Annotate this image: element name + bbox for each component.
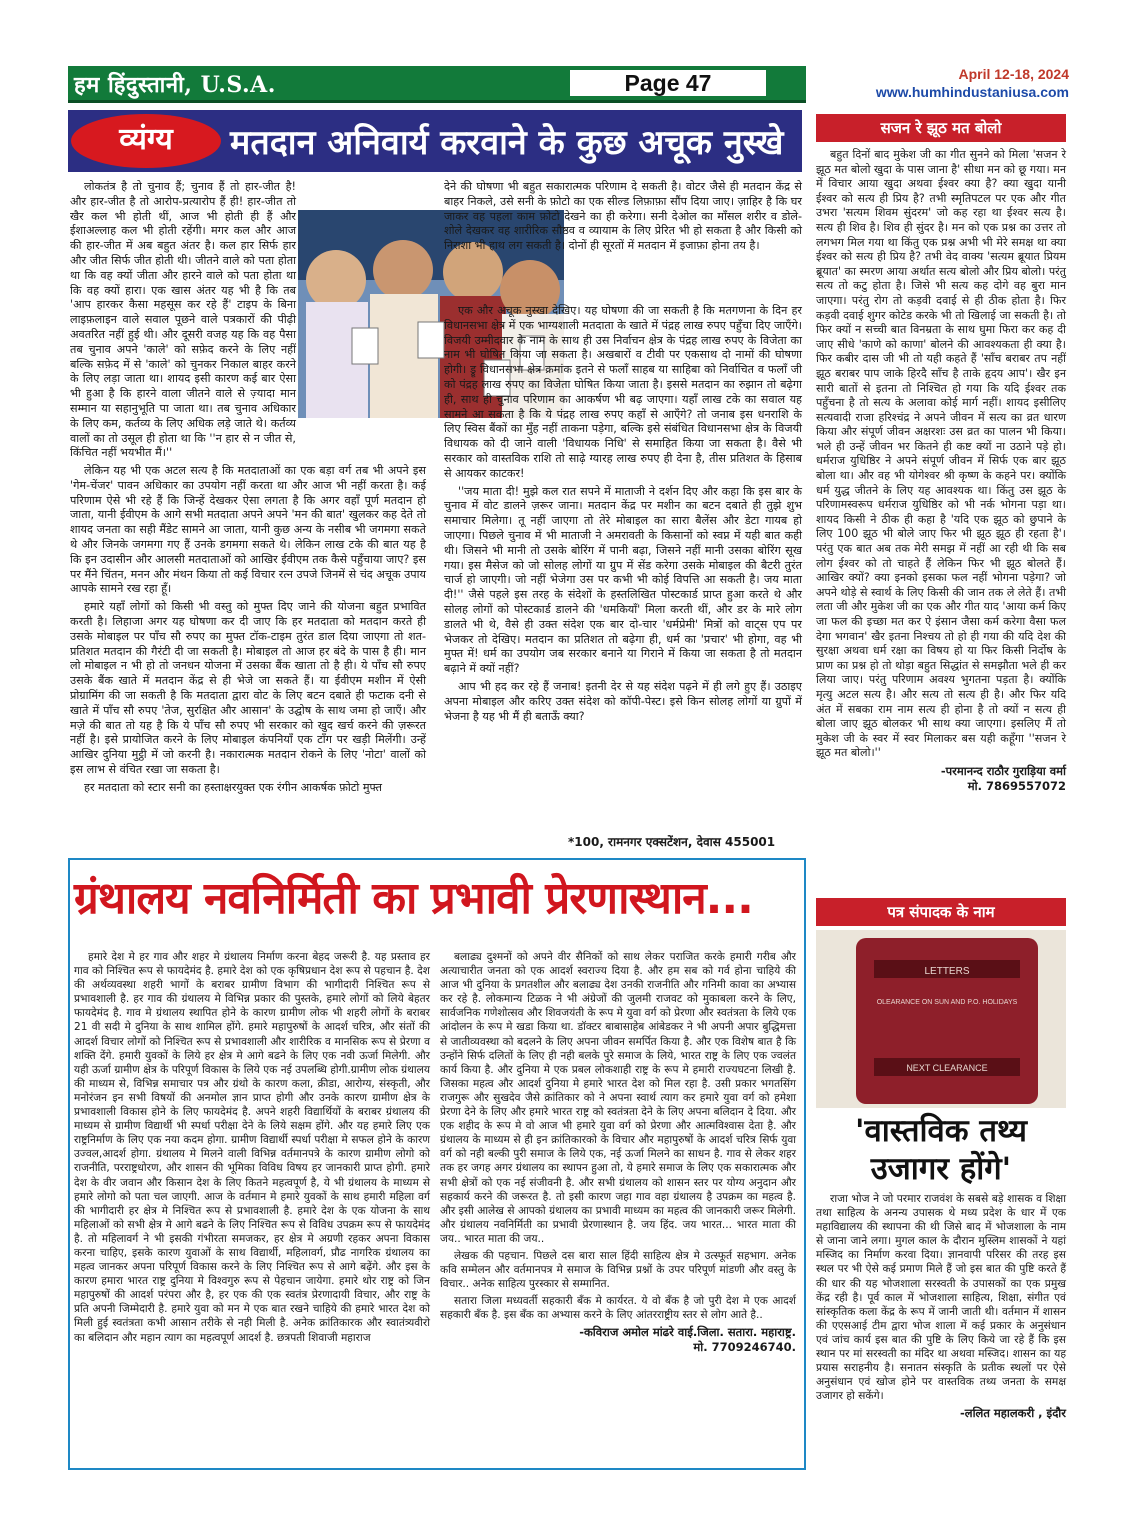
paragraph: हर मतदाता को स्टार सनी का हस्ताक्षरयुक्त एक रंगीन आकर्षक फ़ोटो मुफ्त [84, 780, 382, 794]
paragraph: लेकिन यह भी एक अटल सत्य है कि मतदाताओं का एक बड़ा वर्ग तब भी अपने इस 'गेम-चेंजर' पावन अधिकार का उपयोग नहीं करता था और आज भी नहीं करता है। कई परिणाम ऐसे भी रहे हैं कि जिन्हें देखकर ऐसा लगता है कि अगर वहाँ पूर्ण मतदान हो जाता, यानी ईवीएम के आगे सभी मतदाता अपने अपने 'मन की बात' खुलकर कह देते तो शायद जनता का सही मैंडेट सामने आ जाता, यानी कुछ अन्य के नसीब भी जगमगा सकते थे और जिनके जगमगा गए हैं उनके डगमगा सकते थे। लेकिन लाख टके की बात यह है कि इन उदासीन और आलसी मतदाताओं को आखिर ईवीएम तक कैसे पहुँचाया जाए? इस पर मैंने चिंतन, मनन और मंथन किया तो कई विचार रत्न उपजे जिनमें से चंद अचूक उपाय आपके सामने रख रहा हूँ। [70, 464, 426, 596]
paragraph: एक और अचूक नुस्खा देखिए। यह घोषणा की जा सकती है कि मतगणना के दिन हर विधानसभा क्षेत्र में एक भाग्यशाली मतदाता के खाते में पंद्रह लाख रुपए पहुँचा दिए जाएँगे। विजयी उम्मीदवार के नाम के साथ ही उस निर्वाचन क्षेत्र के पंद्रह लाख रुपए के विजेता का नाम भी घोषित किया जा सकता है। अखबारों व टीवी पर एकसाथ दो नामों की घोषणा होगी। ड्रू विधानसभा क्षेत्र क्रमांक इतने से फलाँ साहब या साहिबा को निर्वाचित व फलाँ जी को पंद्रह लाख रुपए का विजेता घोषित किया जाता है। इससे मतदान का रुझान तो बढ़ेगा ही, साथ ही चुनाव परिणाम का आकर्षण भी बढ़ जाएगा। यहाँ लाख टके का सवाल यह सामने आ सकता है कि ये पंद्रह लाख रुपए कहाँ से आएँगे? तो जनाब इस धनराशि के लिए स्विस बैंकों का मुँह नहीं ताकना पड़ेगा, बल्कि इसे संबंधित विधानसभा क्षेत्र के विजयी विधायक को दी जाने वाली 'विधायक निधि' से समाहित किया जा सकता है। वैसे भी सरकार को वास्तविक राशि तो साढ़े ग्यारह लाख रुपए ही देना है, तीस प्रतिशत के हिसाब से आयकर काटकर! [444, 304, 802, 480]
paragraph: देने की घोषणा भी बहुत सकारात्मक परिणाम दे सकती है। वोटर जैसे ही मतदान केंद्र से बाहर निकले, उसे सनी के फ़ोटो का एक सील्ड लिफ़ाफ़ा सौंप दिया जाए। ज़ाहिर है कि घर जाकर वह पहला काम फ़ोटो देखने का ही करेगा। सनी देओल का माँसल शरीर व डोले-शोले देखकर वह शारीरिक सौष्ठव व व्यायाम के लिए प्रेरित भी हो सकता है और किसी को निराशा भी हाथ लग सकती है। दोनों ही सूरतों में मतदान में इजाफ़ा होना तय है। [444, 180, 802, 253]
letter-box-image [816, 930, 1066, 1108]
sidebar1-phone: मो. 7869557072 [967, 778, 1066, 793]
paragraph: लेखक की पहचान. पिछले दस बारा साल हिंदी साहित्य क्षेत्र मे उत्स्फूर्त सहभाग. अनेक कवि सम्मेलन और वर्तमानपत्र मे समाज के विभिन्न प्रश्नों के उपर परिपूर्ण मांडणी और वस्तु के विचार.. अनेक साहित्य पुरस्कार से सम्मानित. [440, 1249, 796, 1291]
letter-box-label-top: LETTERS [924, 966, 970, 977]
article2-phone: मो. 7709246740. [693, 1339, 796, 1354]
issue-date: April 12-18, 2024 [958, 66, 1069, 82]
sidebar2-body [816, 1192, 1066, 1421]
sidebar2-author: -ललित महालकरी , इंदौर [960, 1406, 1066, 1421]
website-link[interactable]: www.humhindustaniusa.com [875, 84, 1069, 100]
paragraph: हमारे यहाँ लोगों को किसी भी वस्तु को मुफ्त दिए जाने की योजना बहुत प्रभावित करती है। लिहाजा अगर यह घोषणा कर दी जाए कि हर मतदाता को मतदान करते ही उसके मोबाइल पर पाँच सौ रुपए का मुफ्त टॉक-टाइम तुरंत डाल दिया जाएगा तो शत-प्रतिशत मतदान की गैरंटी दी जा सकती है। मोबाइल तो आज हर बंदे के पास है ही। मान लो मोबाइल न भी हो तो जनधन योजना में उसका बैंक खाता तो है ही। ये पाँच सौ रुपए उसके बैंक खाते में मतदान केंद्र से ही भेजे जा सकते हैं। या ईवीएम मशीन में ऐसी प्रोग्रामिंग की जा सकती है कि मतदाता द्वारा वोट के लिए बटन दबाते ही फटाक दनी से खाते में पाँच सौ रुपए 'तेज, सुरक्षित और आसान' के उद्घोष के साथ जमा हो जाएँ। और मज़े की बात तो यह है कि ये पाँच सौ रुपए भी सरकार को खुद खर्च करने की ज़रूरत नहीं है। इसे प्रायोजित करने के लिए मोबाइल कंपनियाँ एक टाँग पर खड़ी मिलेंगी। उन्हें आखिर दुनिया मुट्ठी में जो करनी है। नकारात्मक मतदान रोकने के लिए 'नोटा' वालों को इस लाभ से वंचित रखा जा सकता है। [70, 600, 426, 776]
letter-box-label-mid: OLEARANCE ON SUN AND P.O. HOLIDAYS [876, 999, 1018, 1006]
page-number: Page 47 [568, 68, 768, 98]
article2-column-2 [440, 950, 796, 1354]
article1-headline-band [68, 110, 802, 172]
publication-name: हम हिंदुस्तानी, U.S.A. [74, 72, 276, 98]
paragraph: बलाढ्य दुश्मनों को अपने वीर सैनिकों को साथ लेकर पराजित करके हमारी गरीब और अत्याचारीत जनता को एक आदर्श स्वराज्य दिया है. और हम सब को गर्व होना चाहिये की आज भी दुनिया के प्रगतशील और बलाढ्य देश उनकी राजनीति और गनिमी कावा का अभ्यास कर रहे है. लोकमान्य टिळक ने भी अंग्रेजों की जुलमी राजवट को मुकाबला करने के लिए, सार्वजनिक गणेशोत्सव और शिवजयंती के रूप मे युवा वर्ग को प्रेरणा और स्वतंत्रता के लिये एक आंदोलन के रूप मे खडा किया था. डॉक्टर बाबासाहेब आंबेडकर ने भी अपनी अपार बुद्धिमत्ता से जातीव्यवस्था को बदलने के लिए अपना जीवन समर्पित किया है. और एक विशेष बात है कि उन्होंने सिर्फ दलितों के लिए ही नही बलके पुरे समाज के लिये, भारत राष्ट्र के लिए एक ज्वलंत कार्य किया है. और दुनिया मे एक प्रबल लोकशाही राष्ट्र के रूप मे हमारी राज्यघटना लिखी है. जिसका महत्व और आदर्श दुनिया मे हमारे भारत देश को मिल रहा है. उसी प्रकार भगतसिंग राजगुरू और सुखदेव जैसे क्रांतिकार को ने अपना स्वार्थ त्याग कर हमारे युवा वर्ग को हमेशा प्रेरणा देने के लिए और हमारे भारत राष्ट्र को स्वतंत्रता देने के लिए अपना बलिदान दे दिया. और एक शहीद के रूप मे वो आज भी हमारे युवा वर्ग को प्रेरणा और आत्मविश्वास देता है. और ग्रंथालय के माध्यम से ही इन क्रांतिकारको के विचार और महापुरुषों के आदर्श चरित्र सिर्फ युवा वर्ग को नही बल्की पुरी समाज के लिये एक, नई ऊर्जा मिलने का साधन है. गाव से लेकर शहर तक हर जगह अगर ग्रंथालय का स्थापन हुआ तो, ये हमारे समाज के लिए एक सकारात्मक और सभी क्षेत्रों को एक नई संजीवनी है. और सभी ग्रंथालय को शासन स्तर पर योग्य अनुदान और सहकार्य करने की जरूरत है. तो इसी कारण जहा गाव वहा ग्रंथालय है उपक्रम का महत्व है. और इसी आलेख से आपको ग्रंथालय का प्रभावी माध्यम का महत्व की जानकारी जरूर मिलेगी. और ग्रंथालय नवनिर्मिती का प्रभावी प्रेरणास्थान है. जय हिंद. जय भारत... भारत माता की जय.. भारत माता की जय.. [440, 951, 796, 1245]
paragraph: ''जय माता दी! मुझे कल रात सपने में माताजी ने दर्शन दिए और कहा कि इस बार के चुनाव में वोट डालने ज़रूर जाना। मतदान केंद्र पर मशीन का बटन दबाते ही तुझे शुभ समाचार मिलेगा। तू नहीं जाएगा तो तेरे मोबाइल का सारा बैलेंस और डेटा गायब हो जाएगा। पिछले चुनाव में भी माताजी ने अमरावती के किसानों को स्वप्न में यही बात कही थी। जिसने भी मानी तो उसके बोरिंग में पानी बढ़ा, जिसने नहीं मानी उसका बोरिंग सूख गया। इस मैसेज को जो सोलह लोगों या ग्रुप में सेंड करेगा उसके मोबाइल की बैटरी तुरंत चार्ज हो जाएगी। जो नहीं भेजेगा उस पर कभी भी कोई विपत्ति आ सकती है। जय माता दी!'' जैसे पहले इस तरह के संदेशों के हस्तलिखित पोस्टकार्ड प्राप्त हुआ करते थे और सोलह लोगों को पोस्टकार्ड डालने की 'धमकियाँ' मिला करती थीं, और डर के मारे लोग डालते भी थे, वैसे ही उक्त संदेश एक बार दो-चार 'धर्मप्रेमी' मित्रों को वाट्स एप पर भेजकर तो देखिए। मतदान का प्रतिशत तो बढ़ेगा ही, धर्म का 'प्रचार' भी होगा, वह भी मुफ्त में! धर्म का उपयोग जब सरकार बनाने या गिराने में किया जा सकता है तो मतदान बढ़ाने में क्यों नहीं? [444, 484, 802, 676]
paragraph: बहुत दिनों बाद मुकेश जी का गीत सुनने को मिला 'सजन रे झूठ मत बोलो खुदा के पास जाना है' सीधा मन को छू गया। मन में विचार आया खुदा अथवा ईश्वर क्या है? क्या खुदा यानी ईश्वर को सत्य ही प्रिय है? तभी स्मृतिपटल पर एक और गीत उभरा 'सत्यम शिवम सुंदरम' जो कह रहा था ईश्वर सत्य है। सत्य ही शिव है। शिव ही सुंदर है। मन को एक प्रश्न का उत्तर तो लगभग मिल गया था किंतु एक प्रश्न अभी भी मेरे समक्ष था क्या ईश्वर को सत्य ही प्रिय है? तभी वेद वाक्य 'सत्यम ब्रूयात प्रियम ब्रूयात' का स्मरण आया अर्थात सत्य बोलो और प्रिय बोलो। परंतु सत्य तो कटु होता है। जिसे भी सत्य कह दोगे वह बुरा मान जाएगा। परंतु रोग तो कड़वी दवाई से ही ठीक होता है। फिर कड़वी दवाई शुगर कोटेड करके भी तो खिलाई जा सकती है। तो फिर क्यों न सच्ची बात विनम्रता के साथ घुमा फिरा कर कह दी जाए सीधे 'काणे को काणा' बोलने की आवश्यकता ही क्या है। फिर कबीर दास जी भी तो यही कहते हैं 'साँच बराबर तप नहीं झूठ बराबर पाप जाके हिरदै साँच है ताके हृदय आप'। खैर इन सारी बातों से इतना तो निश्चित हो गया कि यदि ईश्वर तक पहुँचना है तो सत्य के अलावा कोई मार्ग नहीं। शायद इसीलिए सत्यवादी राजा हरिश्चंद्र ने अपने जीवन में सत्य का व्रत धारण किया और संपूर्ण जीवन अक्षरशः उस व्रत का पालन भी किया। भले ही उन्हें जीवन भर कितने ही कष्ट क्यों ना उठाने पड़े हो। धर्मराज युधिष्ठिर ने अपने संपूर्ण जीवन में सिर्फ एक बार झूठ बोला था। और वह भी योगेश्वर श्री कृष्ण के कहने पर। क्योंकि धर्म युद्ध जीतने के लिए यह आवश्यक था। किंतु उस झूठ के परिणामस्वरूप धर्मराज युधिष्ठिर को भी नर्क भोगना पड़ा था। शायद किसी ने ठीक ही कहा है 'यदि एक झूठ को छुपाने के लिए 100 झूठ भी बोले जाए फिर भी झूठ झूठ ही रहता है'। परंतु एक बात अब तक मेरी समझ में नहीं आ रही थी कि सब लोग ईश्वर को तो चाहते हैं लेकिन फिर भी झूठ बोलते हैं। आखिर क्यों? क्या इनको इसका फल नहीं भोगना पड़ेगा? जो अपने थोड़े से स्वार्थ के लिए किसी की जान तक ले लेते हैं। तभी लता जी और मुकेश जी का एक और गीत याद 'आया कर्म किए जा फल की इच्छा मत कर ऐ इंसान जैसा कर्म करेगा वैसा फल देगा भगवान' खैर इतना निश्चय तो हो ही गया की यदि देश की सुरक्षा अथवा धर्म रक्षा का विषय हो या फिर किसी निर्दोष के प्राण का प्रश्न हो तो थोड़ा बहुत सिद्धांत से समझौता भले ही कर लिया जाए। परंतु परिणाम अवश्य भुगतना पड़ता है। क्योंकि मृत्यु अटल सत्य है। और सत्य तो सत्य ही है। और फिर यदि अंत में सबका राम नाम सत्य ही होना है तो क्यों न सत्य ही बोला जाए झूठ बोलकर भी साथ क्या जाएगा। इसलिए मैं तो मुकेश जी के स्वर में स्वर मिलाकर बस यही कहूँगा ''सजन रे झूठ मत बोलो।'' [816, 148, 1066, 760]
sidebar1-body [816, 148, 1066, 793]
sidebar2-title: पत्र संपादक के नाम [816, 898, 1066, 926]
paragraph: हमारे देश मे हर गाव और शहर मे ग्रंथालय निर्माण करना बेहद जरूरी है. यह प्रस्ताव हर गाव को निश्चित रूप से फायदेमंद है. हमारे देश को एक कृषिप्रधान देश रूप से पहचान है. देश की अर्थव्यवस्था शहरी भागों के बराबर ग्रामीण विभाग की भागीदारी निश्चित रूप से प्रभावशाली है. हर गाव की ग्रंथालय मे विभिन्न प्रकार की पुस्तके, हमारे लोगों को लिये बेहतर फायदेमंद है. गाव मे ग्रंथालय स्थापित होने के कारण ग्रामीण लोक भी शहरी लोगों के बराबर 21 वी सदी मे दुनिया के साथ शामिल होंगे. हमारे महापुरुषों के आदर्श चरित्र, और संतों की आदर्श विचार लोगों को निश्चित रूप से प्रभावशाली और शारीरिक व मानसिक रूप से प्रेरणा व शक्ति देंगे. हमारी युवकों के लिये हर क्षेत्र मे आगे बढने के लिए एक नवी ऊर्जा मिलेगी. और यही ऊर्जा ग्रामीण क्षेत्र के परिपूर्ण विकास के लिये एक नई उपलब्धि होगी.ग्रामीण लोक ग्रंथालय की माध्यम से, विभिन्न समाचार पत्र और ग्रंथो के कारण कला, क्रीडा, आरोग्य, संस्कृती, और मनोरंजन इन सभी विषयों की अनमोल ज्ञान प्राप्त होगी और उनके कारण ग्रामीण क्षेत्र के प्रभावशाली विकास होने के लिए फायदेमंद है. अपने शहरी विद्यार्थियों के बराबर ग्रंथालय की माध्यम से ग्रामीण विद्यार्थी भी स्पर्धा परीक्षा देने के लिये सक्षम होंगे. और यह हमारे लिए एक राष्ट्रनिर्माण के लिए एक नया कदम होगा. ग्रामीण विद्यार्थी स्पर्धा परीक्षा मे सफल होने के कारण उज्वल,आदर्श होगा. ग्रंथालय मे मिलने वाली विभिन्न वर्तमानपत्रे के कारण ग्रामीण लोगो को राजनीति, परराष्ट्रधोरण, और शासन की भूमिका विविध विषय हर जानकारी प्राप्त होगी. हमारे देश के वीर जवान और किसान देश के लिए कितने महत्वपूर्ण है, ये भी ग्रंथालय के माध्यम से हमारे लोगो को पता चल जाएगी. आज के वर्तमान मे हमारे युवकों के साथ हमारी महिला वर्ग की भागीदारी हर क्षेत्र मे निश्चित रूप से प्रभावशाली है. हमारे देश के एक योजना के साथ महिलाओं को सभी क्षेत्र मे आगे बढने के लिए निश्चित रूप से विविध उपक्रम रूप से फायदेमंद है. तो महिलावर्ग ने भी इसकी गंभीरता समजकर, हर क्षेत्र मे अग्रणी रहकर अपना विकास करना चाहिए, इसके कारण युवाओं के साथ विद्यार्थी, महिलावर्ग, प्रौढ नागरिक ग्रंथालय का महत्व जानकर अपना परिपूर्ण विकास करने के लिए निश्चित रूप से आगे बढ़ेंगे. और इस के कारण हमारा भारत राष्ट्र दुनिया मे विश्वगुरु रूप से पेहचान जायेगा. हमारे थोर राष्ट्र को जिन महापुरुषों की आदर्श परंपरा और है, हर एक की एक स्वतंत्र प्रेरणादायी विचार, और राष्ट्र के प्रति अपनी जिम्मेदारी है. हमारे युवा को मन मे एक बात रखने चाहिये की हमारे भारत देश को मिली हुई स्वतंत्रता कभी आसान तरीके से नही मिली है. अनेक क्रांतिकारक और स्वातंत्र्यवीरो का बलिदान और महान त्याग का महत्वपूर्ण आदर्श है. छत्रपती शिवाजी महाराज [74, 951, 430, 1344]
article2-headline: ग्रंथालय नवनिर्मिती का प्रभावी प्रेरणास्थान... [74, 873, 753, 924]
article1-column-1b [70, 464, 426, 799]
paragraph: लोकतंत्र है तो चुनाव हैं; चुनाव हैं तो हार-जीत है! और हार-जीत है तो आरोप-प्रत्यारोप हैं ही! हार-जीत तो खैर कल भी होती थीं, आज भी होती ही हैं और ईशाअल्लाह कल भी होती रहेंगी। मगर कल और आज की हार-जीत में अब बहुत अंतर है। कल हार सिर्फ हार और जीत सिर्फ जीत होती थी। जीतने वाले को पता होता था कि वह क्यों जीता और हारने वाले को पता होता था कि वह क्यों हारा। एक खास अंतर यह भी है कि तब 'आप हारकर कैसा महसूस कर रहे हैं' टाइप के बिना लाइफ़लाइन वाले सवाल पूछने वाले पत्रकारों की पीढ़ी अवतरित नहीं हुई थी। और दूसरी वजह यह कि वह पैसा तब चुनाव अपने 'काले' को सफ़ेद करने के लिए नहीं बल्कि सफ़ेद में से 'काले' को चुनकर निकाल बाहर करने के लिए लड़ा जाता था। शायद इसी कारण कई बार ऐसा भी हुआ है कि हारने वाला जीतने वाले से ज़्यादा मान सम्मान या सहानुभूति पा जाता था। तब चुनाव अधिकार के लिए कम, कर्तव्य के लिए अधिक लड़े जाते थे। कर्तव्य वालों का तो उसूल ही होता था कि ''न हार से न जीत से, किंचित नहीं भयभीत मैं।'' [70, 180, 296, 460]
paragraph: राजा भोज ने जो परमार राजवंश के सबसे बड़े शासक व शिक्षा तथा साहित्य के अनन्य उपासक थे मध्य प्रदेश के धार में एक महाविद्यालय की स्थापना की थी जिसे बाद में भोजशाला के नाम से जाना जाने लगा। मुगल काल के दौरान मुस्लिम शासकों ने यहां मस्जिद का निर्माण करवा दिया। ज्ञानवापी परिसर की तरह इस स्थल पर भी ऐसे कई प्रमाण मिले हैं जो इस बात की पुष्टि करते हैं की धार की यह भोजशाला सरस्वती के उपासकों का एक प्रमुख केंद्र रही है। पूर्व काल में भोजशाला साहित्य, शिक्षा, संगीत एवं सांस्कृतिक कला केंद्र के रूप में जानी जाती थी। वर्तमान में शासन की एएसआई टीम द्वारा भोज शाला में कई प्रकार के अनुसंधान एवं जांच कार्य इस बात की पुष्टि के लिए किये जा रहे हैं कि इस स्थान पर मां सरस्वती का मंदिर था अथवा मस्जिद। शासन का यह प्रयास सराहनीय है। सनातन संस्कृति के प्रतीक स्थलों पर ऐसे अनुसंधान एवं खोज होने पर वास्तविक तथ्य जनता के समक्ष उजागर हो सकेंगे। [816, 1192, 1066, 1403]
article1-column-2-top [444, 180, 802, 257]
satire-tag: व्यंग्य [71, 114, 221, 168]
article2-author: -कविराज अमोल मांढरे वाई.जिला. सतारा. महाराष्ट्र. [579, 1325, 796, 1340]
letter-box-label-bottom: NEXT CLEARANCE [906, 1063, 988, 1073]
article1-column-2b [444, 304, 802, 727]
article1-headline: मतदान अनिवार्य करवाने के कुछ अचूक नुस्खे [230, 123, 784, 163]
sidebar1-title: सजन रे झूठ मत बोलो [816, 114, 1066, 142]
masthead [68, 66, 806, 103]
sidebar1-author: -परमानन्द राठौर गुराड़िया वर्मा [940, 763, 1066, 778]
sidebar2-quote: 'वास्तविक तथ्य उजागर होंगे' [855, 1113, 1027, 1187]
paragraph: आप भी हद कर रहे हैं जनाब! इतनी देर से यह संदेश पढ़ने में ही लगे हुए हैं। उठाइए अपना मोबाइल और करिए उक्त संदेश को कॉपी-पेस्ट। इसे किन सोलह लोगों या ग्रुपों में भेजना है यह भी मैं ही बताऊँ क्या? [444, 679, 802, 723]
article1-signature: *100, रामनगर एक्सटेंशन, देवास 455001 [568, 835, 776, 849]
article1-column-1 [70, 180, 296, 464]
paragraph: सतारा जिला मध्यवर्ती सहकारी बँक मे कार्यरत. ये वो बँक है जो पुरी देश मे एक आदर्श सहकारी बँक है. इस बँक का अभ्यास करने के लिए आंतरराष्ट्रीय स्तर से लोग आते है.. [440, 1295, 796, 1322]
article2-column-1 [74, 950, 430, 1348]
